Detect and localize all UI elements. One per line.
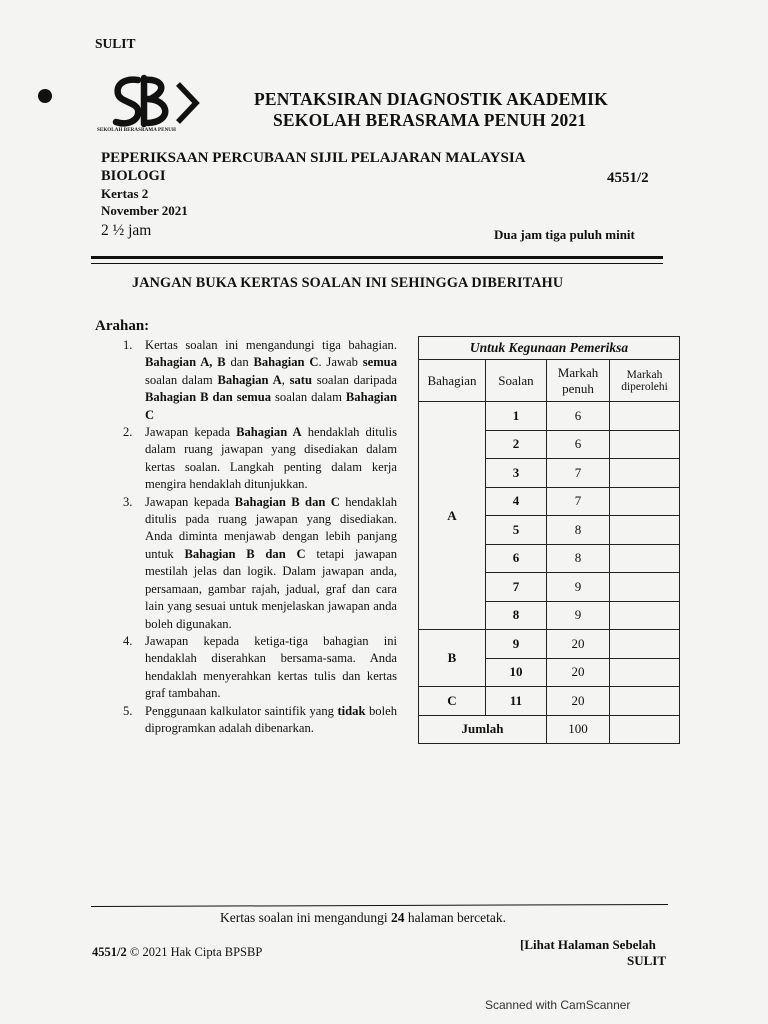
instruction-item-1: [95, 337, 397, 424]
exam-name: PEPERIKSAAN PERCUBAAN SIJIL PELAJARAN MALAYSIA: [101, 150, 526, 166]
instruction-item-2: [95, 424, 397, 494]
question-number: 1: [486, 402, 547, 431]
header-bahagian: Bahagian: [419, 360, 486, 402]
paper-code: 4551/2: [607, 170, 649, 186]
question-number: 3: [486, 459, 547, 488]
question-number: 11: [486, 687, 547, 716]
obtained-mark-cell: [610, 430, 680, 459]
instruction-bold: semua: [362, 355, 397, 370]
obtained-mark-cell: [610, 544, 680, 573]
instruction-bold: Bahagian A: [217, 372, 282, 387]
instruction-bold: satu: [289, 372, 312, 387]
instruction-number: 2.: [123, 425, 133, 440]
page-count-text: Kertas soalan ini mengandungi: [220, 910, 391, 925]
obtained-mark-cell: [610, 459, 680, 488]
instruction-text: Penggunaan kalkulator saintifik yang: [145, 703, 338, 718]
section-c-label: C: [419, 687, 486, 716]
full-mark: 8: [547, 516, 610, 545]
instruction-text: tetapi jawapan mestilah jelas dan logik. Dalam jawapan anda, persamaan, gambar rajah, jadual, graf dan cara lain yang sesuai untuk menjelaskan jawapan anda boleh digunakan.: [145, 546, 397, 631]
instruction-text: hendaklah ditulis dalam ruang jawapan yang disediakan dalam kertas soalan. Langkah penting dalam kerja mengira hendaklah ditunjukkan.: [145, 425, 397, 492]
table-row: [419, 630, 680, 659]
instruction-text: Jawapan kepada: [145, 494, 235, 509]
instruction-bold: tidak: [337, 703, 366, 718]
full-mark: 7: [547, 487, 610, 516]
sulit-label-bottom: SULIT: [627, 953, 667, 968]
instruction-item-3: [95, 494, 397, 633]
instruction-bold: Bahagian A: [236, 425, 302, 440]
question-number: 9: [486, 630, 547, 659]
sulit-label-top: SULIT: [95, 36, 136, 51]
table-caption: Untuk Kegunaan Pemeriksa: [419, 337, 680, 360]
instruction-text: Jawapan kepada ketiga-tiga bahagian ini hendaklah diserahkan bersama-sama. Anda hendaklah menyerahkan kertas tulis dan kertas graf tambahan.: [145, 633, 397, 701]
total-label: Jumlah: [419, 715, 547, 744]
logo-caption: SEKOLAH BERASRAMA PENUH: [97, 128, 176, 133]
title-line-2: SEKOLAH BERASRAMA PENUH 2021: [273, 110, 587, 130]
page-count-text: halaman bercetak.: [404, 910, 507, 925]
next-page-note: [Lihat Halaman Sebelah: [520, 937, 656, 952]
title-line-1: PENTAKSIRAN DIAGNOSTIK AKADEMIK: [254, 89, 608, 109]
total-obtained-cell: [610, 715, 680, 744]
instruction-number: 1.: [123, 338, 133, 352]
full-mark: 20: [547, 687, 610, 716]
instruction-bold: Bahagian C: [253, 355, 319, 370]
obtained-mark-cell: [610, 573, 680, 602]
obtained-mark-cell: [610, 601, 680, 630]
copyright: [92, 945, 262, 960]
full-mark: 20: [547, 658, 610, 687]
question-number: 5: [486, 516, 547, 545]
instruction-bold: Bahagian A, B: [145, 355, 226, 370]
table-total-row: [419, 715, 680, 744]
header-markah-penuh: Markah penuh: [547, 360, 610, 402]
table-row: [419, 687, 680, 716]
question-number: 4: [486, 487, 547, 516]
instruction-item-4: [95, 633, 397, 703]
instruction-text: boleh diprogramkan adalah dibenarkan.: [145, 703, 397, 735]
instruction-item-5: [95, 703, 397, 738]
obtained-mark-cell: [610, 630, 680, 659]
full-mark: 7: [547, 459, 610, 488]
warning-banner: JANGAN BUKA KERTAS SOALAN INI SEHINGGA DIBERITAHU: [132, 275, 564, 291]
instruction-bold: Bahagian B dan semua: [145, 390, 272, 405]
instruction-text: Jawapan kepada: [145, 425, 237, 440]
instruction-bold: Bahagian B dan C: [184, 546, 306, 561]
instruction-text: ,: [281, 372, 290, 387]
scanner-watermark: Scanned with CamScanner: [485, 998, 631, 1012]
copyright-code: 4551/2: [92, 945, 127, 959]
duration-short: 2 ½ jam: [101, 222, 152, 239]
instruction-bold: Bahagian B dan C: [234, 494, 340, 509]
question-number: 8: [486, 601, 547, 630]
obtained-mark-cell: [610, 487, 680, 516]
question-number: 10: [486, 658, 547, 687]
question-number: 7: [486, 573, 547, 602]
question-number: 2: [486, 430, 547, 459]
header-markah-diperolehi: Markah diperolehi: [610, 360, 680, 402]
obtained-mark-cell: [610, 687, 680, 716]
instruction-text: hendaklah ditulis pada ruang jawapan yang disediakan. Anda diminta menjawab dengan lebih panjang untuk: [145, 494, 397, 561]
obtained-mark-cell: [610, 516, 680, 545]
instruction-text: Kertas soalan ini mengandungi tiga bahagian.: [145, 338, 397, 352]
instruction-bold: Bahagian C: [145, 390, 397, 422]
instruction-number: 4.: [123, 633, 133, 648]
header-rule-thick: [91, 256, 663, 259]
obtained-mark-cell: [610, 402, 680, 431]
instruction-text: soalan dalam: [271, 390, 346, 405]
full-mark: 20: [547, 630, 610, 659]
copyright-text: © 2021 Hak Cipta BPSBP: [126, 945, 263, 959]
footer-rule: [91, 904, 668, 907]
subject-name: BIOLOGI: [101, 168, 166, 184]
exam-date: November 2021: [101, 203, 188, 218]
page-count-note: [220, 910, 506, 926]
duration-long: Dua jam tiga puluh minit: [494, 227, 635, 242]
full-mark: 8: [547, 544, 610, 573]
instruction-number: 5.: [123, 703, 133, 718]
bullet-dot: [38, 89, 52, 103]
paper-number: Kertas 2: [101, 186, 149, 201]
instruction-text: . Jawab: [318, 355, 363, 370]
full-mark: 6: [547, 430, 610, 459]
examiner-table: [418, 336, 680, 744]
obtained-mark-cell: [610, 658, 680, 687]
page-count-number: 24: [390, 910, 405, 925]
instruction-number: 3.: [123, 494, 133, 509]
instructions-heading: Arahan:: [95, 318, 150, 334]
question-number: 6: [486, 544, 547, 573]
header-rule-thin: [91, 263, 663, 264]
header-soalan: Soalan: [486, 360, 547, 402]
full-mark: 6: [547, 402, 610, 431]
table-row: [419, 402, 680, 431]
instruction-text: dan: [225, 355, 254, 370]
instructions-list: [95, 337, 397, 737]
instruction-text: soalan dalam: [145, 372, 218, 387]
full-mark: 9: [547, 573, 610, 602]
full-mark: 9: [547, 601, 610, 630]
instruction-text: soalan daripada: [311, 372, 397, 387]
total-value: 100: [547, 715, 610, 744]
section-b-label: B: [419, 630, 486, 687]
section-a-label: A: [419, 402, 486, 630]
